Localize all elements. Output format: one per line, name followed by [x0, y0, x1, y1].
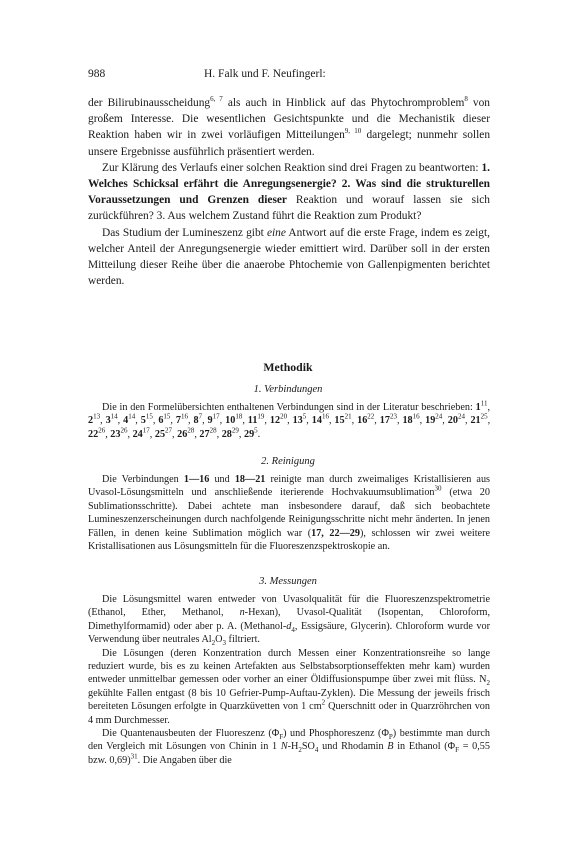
compound-number: 29 — [243, 428, 255, 440]
citation: 28 — [209, 426, 217, 435]
compound-number: 1 — [475, 402, 481, 413]
compound-number: 10 — [225, 415, 236, 427]
subsection-heading-verbindungen: 1. Verbindungen — [253, 384, 323, 395]
compound-number: 23 — [110, 428, 121, 440]
citation: 26 — [120, 426, 128, 435]
compound-list: $1^{11}$, $2^{13}$, $3^{14}$, $4^{14}$, $5^{15}$, $6^{15}$, $7^{16}$, $8^7$, $9^{17}$, $10^{18}$, $11^{19}$, $12^{20}$, $13^5$, $14^{16}$, $15^{21}$, $16^{22}$, $17^{23}$, $18^{16}$, $19^{24}$, $20^{24}$, $21^{25}$, $22^{26}$, $23^{26}$, $24^{17}$, $25^{27}$, $26^{28}$, $27^{28}$, $28^{29}$, $29^5$. — [88, 399, 491, 440]
citation: 21 — [344, 413, 352, 422]
compound-number: 15 — [334, 415, 345, 427]
citation: 19 — [257, 413, 265, 422]
citation: 17 — [212, 413, 220, 422]
compound-number: 26 — [177, 428, 188, 440]
compound-number: 4 — [123, 415, 129, 427]
citation: 14 — [110, 413, 118, 422]
verbindungen-paragraph: Die in den Formelübersichten enthaltenen Verbindungen sind in der Literatur beschrieben: $1^{11}$, $2^{13}$, $3^{14}$, $4^{14}$, $5^{15}$, $6^{15}$, $7^{16}$, $8^7$, $9^{17}$, $10^{18}$, $11^{19}$, $12^{20}$, $13^5$, $14^{16}$, $15^{21}$, $16^{22}$, $17^{23}$, $18^{16}$, $19^{24}$, $20^{24}$, $21^{25}$, $22^{26}$, $23^{26}$, $24^{17}$, $25^{27}$, $26^{28}$, $27^{28}$, $28^{29}$, $29^5$. — [88, 399, 491, 440]
citation: 16 — [321, 413, 329, 422]
citation: 15 — [163, 413, 171, 422]
messungen-paragraph-3: Die Quantenausbeuten der Fluoreszenz $(\Phi_F)$ und Phosphoreszenz $(\Phi_P)$ bestimmte man durch den Vergleich mit Lösungen von Chinin in 1 $N-H_2SO_4$ und Rhodamin B in Ethanol ($\Phi_F = 0,55$ bzw. 0,69)$^{31}$. Die Angaben über die — [88, 728, 490, 766]
compound-number: 11 — [247, 415, 258, 427]
compound-number: 22 — [88, 428, 99, 440]
compound-number: 28 — [221, 428, 232, 440]
intro-text — [88, 95, 490, 289]
compound-number: 9 — [207, 415, 213, 427]
compound-number: 21 — [470, 415, 481, 427]
citation: 7 — [198, 413, 203, 422]
citation: 18 — [235, 413, 243, 422]
compound-number: 8 — [193, 415, 199, 427]
citation: 23 — [389, 413, 397, 422]
citation: 25 — [480, 413, 488, 422]
citation: 5 — [254, 426, 258, 435]
citation: 16 — [180, 413, 188, 422]
compound-number: 17 — [379, 415, 390, 427]
citation: 14 — [128, 413, 136, 422]
messungen-paragraph-1: Die Lösungsmittel waren entweder von Uvasolqualität für die Fluoreszenzspektrometrie (Ethanol, Ether, Methanol, n-Hexan), Uvasol-Qualität (Isopentan, Chloroform, Dimethylformamid) oder aber p. A. ($Methanol-d_4$, Essigsäure, Glycerin). Chloroform wurde vor Verwendung über neutrales $Al_2O_3$ filtriert. — [88, 594, 491, 648]
running-head-authors: H. Falk und F. Neufingerl: — [204, 68, 326, 80]
compound-number: 3 — [105, 415, 111, 427]
compound-number: 14 — [311, 415, 322, 427]
citation: 8 — [464, 95, 468, 104]
messungen-text — [88, 593, 490, 767]
messungen-paragraph-2: Die Lösungen (deren Konzentration durch Messen einer Konzentrationsreihe so lange reduziert wurde, bis es zu keinen Artefakten aus Selbstabsorptionseffekten mehr kam) wurden entweder unmittelbar gemessen oder vorher an einer Öldiffusionspumpe über zwei mit flüss. $N_2$ gekühlte Fallen entgast (8 bis 10 Gefrier-Pump-Auftau-Zyklen). Die Messung der jeweils frisch bereiteten Lösungen erfolgte in Quarzküvetten von 1 $cm^2$ Querschnitt oder in Quarzröhrchen von 4 mm Durchmesser. — [88, 647, 490, 726]
citation: 11 — [480, 399, 488, 408]
compound-number: 20 — [447, 415, 458, 427]
compound-number: 6 — [158, 415, 164, 427]
citation: 24 — [435, 413, 443, 422]
compound-number: 19 — [425, 415, 436, 427]
citation: 27 — [165, 426, 173, 435]
page-number: 988 — [88, 68, 106, 80]
compound-number: 18 — [402, 415, 413, 427]
compound-number: 2 — [88, 415, 94, 427]
citation: 5 — [302, 413, 307, 422]
compound-number: 5 — [140, 415, 146, 427]
compound-number: 12 — [269, 415, 281, 427]
citation: 29 — [231, 426, 239, 435]
subsection-heading-reinigung: 2. Reinigung — [261, 456, 315, 467]
citation: 13 — [93, 413, 101, 422]
citation: 24 — [457, 413, 465, 422]
citation: 17 — [142, 426, 150, 435]
compound-number: 13 — [292, 415, 303, 427]
citation: 16 — [412, 413, 420, 422]
citation: 6, 7 — [210, 95, 223, 104]
section-title-methodik: Methodik — [263, 360, 313, 374]
compound-number: 25 — [154, 428, 166, 440]
compound-number: 27 — [199, 428, 210, 440]
running-header — [88, 68, 488, 80]
subsection-heading-messungen: 3. Messungen — [259, 576, 317, 587]
citation: 30 — [434, 485, 442, 494]
citation: 28 — [187, 426, 195, 435]
intro-paragraph-3: Das Studium der Lumineszenz gibt eine Antwort auf die erste Frage, indem es zeigt, welcher Anteil der Anregungsenergie wieder emittiert wird. Darüber soll in der ersten Mitteilung dieser Reihe über die anaerobe Phtochemie von Gallenpigmenten berichtet werden. — [88, 226, 490, 288]
compound-number: 7 — [175, 415, 181, 427]
reinigung-paragraph: Die Verbindungen 1—16 und 18—21 reinigte man durch zweimaliges Kristallisieren aus Uvasol-Lösungsmitteln und anschließende iterierende Hochvakuumsublimation$^{30}$ (etwa 20 Sublimationsschritte). Dabei achtete man insbesondere darauf, daß sich beobachtete Lumineszenzerscheinungen durch nachfolgende Reinigungsschritte nicht mehr änderten. In jenen Fällen, in denen keine Sublimation möglich war (17, 22—29), schlossen wir zwei weitere Kristallisationen aus Lösungsmitteln für die Fluoreszenzspektroskopie an. — [88, 474, 490, 553]
compound-number: 16 — [357, 415, 368, 427]
citation: 9, 10 — [344, 127, 362, 136]
citation: 26 — [98, 426, 106, 435]
citation: 15 — [145, 413, 153, 422]
intro-paragraph-1: der Bilirubinausscheidung$^{6, 7}$ als auch in Hinblick auf das Phytochromproblem$^8$ von großem Interesse. Die wesentlichen Gesichtspunkte und die Mechanistik dieser Reaktion haben wir in zwei vorläufigen Mitteilungen$^{9, 10}$ dargelegt; nunmehr sollen unsere Ergebnisse ausführlich präsentiert werden. — [88, 95, 491, 158]
intro-paragraph-2: Zur Klärung des Verlaufs einer solchen Reaktion sind drei Fragen zu beantworten: 1. Welches Schicksal erfährt die Anregungsenergie? 2. Was sind die strukturellen Voraussetzungen und Grenzen dieser Reaktion und worauf lassen sie sich zurückführen? 3. Aus welchem Zustand führt die Reaktion zum Produkt? — [88, 161, 490, 223]
citation: 20 — [280, 413, 288, 422]
citation: 22 — [367, 413, 375, 422]
compound-number: 24 — [132, 428, 143, 440]
